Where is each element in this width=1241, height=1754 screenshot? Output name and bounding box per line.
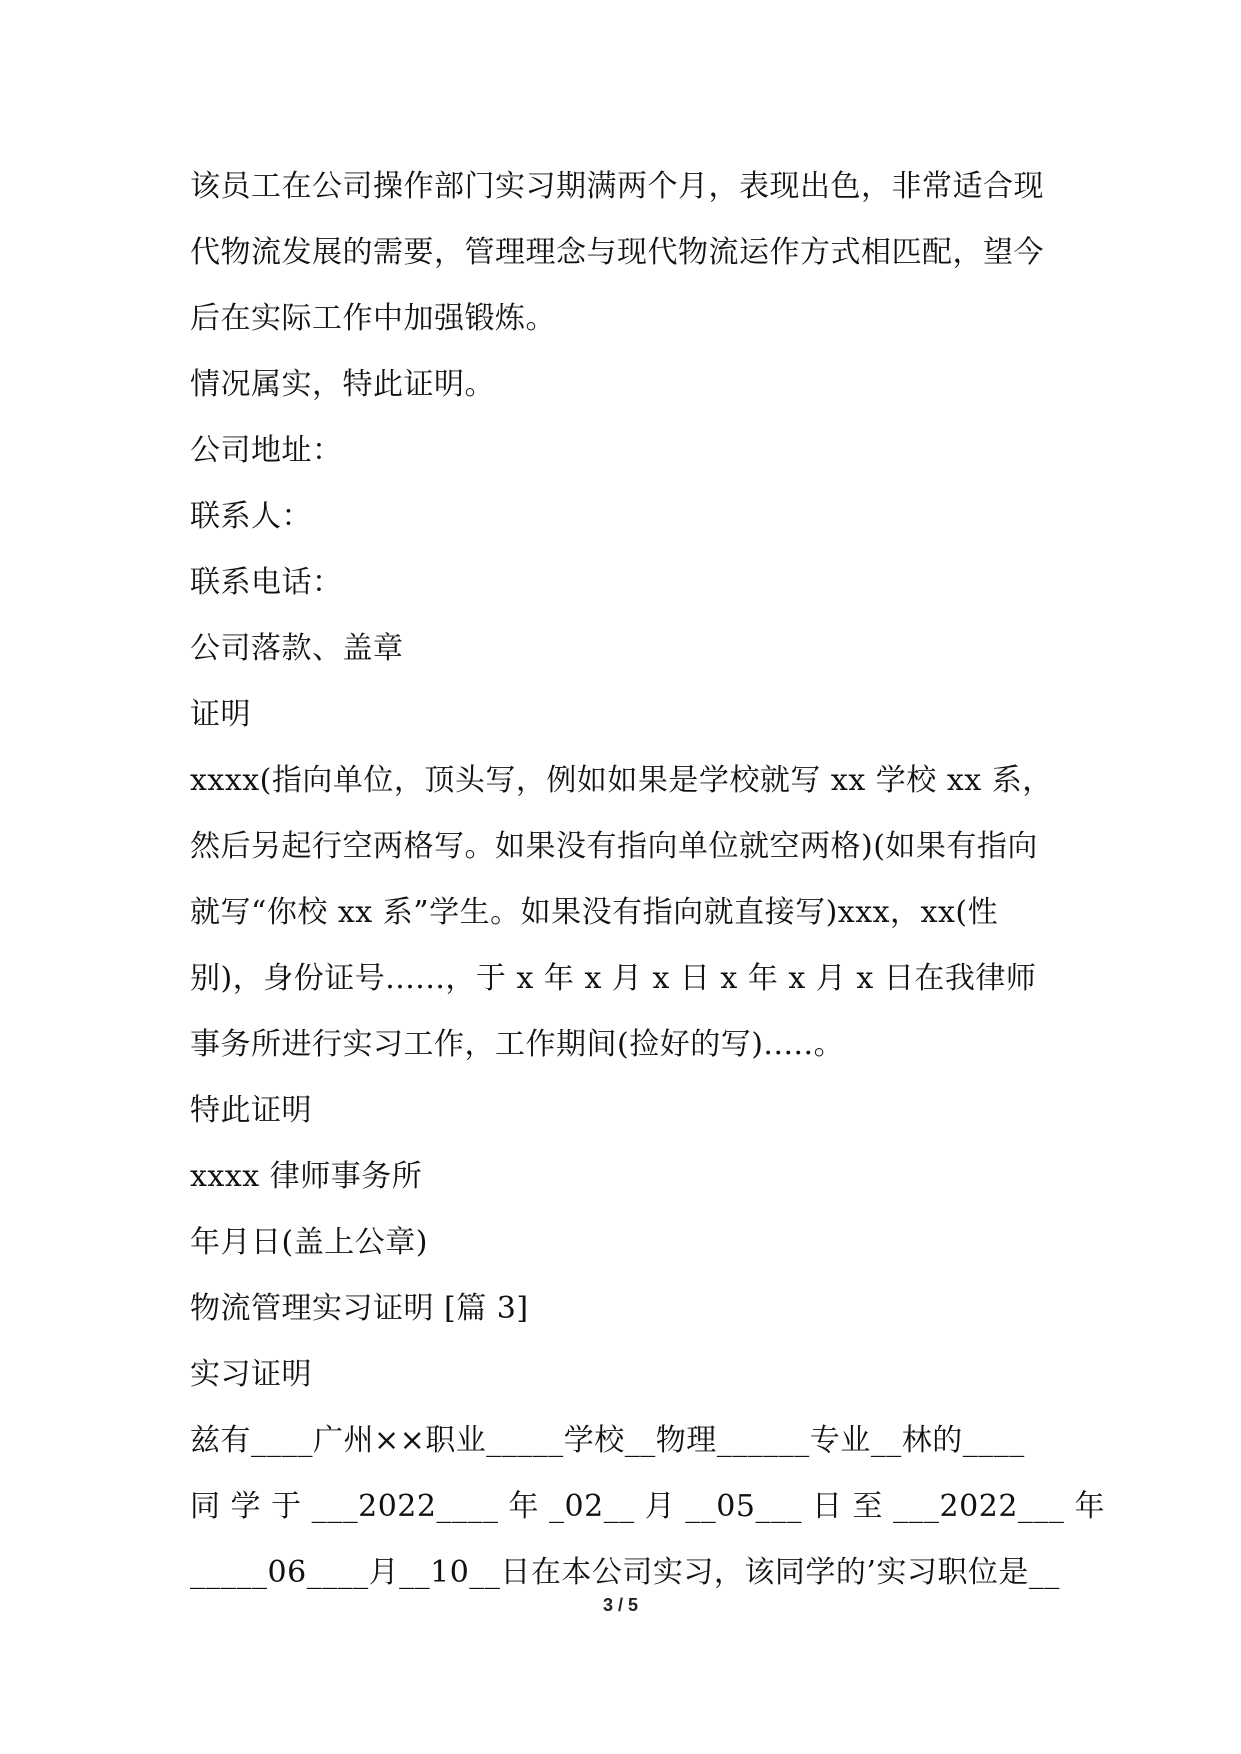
paragraph-line: 联系人： [190,499,312,534]
paragraph-line: 联系电话： [190,565,343,600]
section-heading: 证明 [190,697,251,732]
section-heading: 物流管理实习证明 [篇 3] [190,1291,529,1326]
paragraph-line: 公司落款、盖章 [190,631,404,666]
paragraph-line: 然后另起行空两格写。如果没有指向单位就空两格)(如果有指向 [190,829,1038,864]
paragraph-line: 同 学 于 ___2022____ 年 _02__ 月 __05___ 日 至 ___2022___ 年 [190,1489,1105,1524]
paragraph-line: 就写“你校 xx 系”学生。如果没有指向就直接写)xxx，xx(性 [190,895,999,930]
paragraph-line: 事务所进行实习工作，工作期间(捡好的写).....。 [190,1027,845,1062]
paragraph-line: 该员工在公司操作部门实习期满两个月，表现出色，非常适合现 [190,169,1044,204]
paragraph-line: 后在实际工作中加强锻炼。 [190,301,556,336]
paragraph-line: 别)，身份证号......，于 x 年 x 月 x 日 x 年 x 月 x 日在我律师 [190,961,1037,996]
paragraph-line: 年月日(盖上公章) [190,1225,428,1260]
page-number: 3 / 5 [602,1595,639,1615]
paragraph-line: xxxx 律师事务所 [190,1159,423,1194]
paragraph-line: 情况属实，特此证明。 [190,367,495,402]
paragraph-line: 兹有____广州××职业_____学校__物理______专业__林的____ [190,1423,1025,1458]
document-body [190,154,1105,1606]
paragraph-line: _____06____月__10__日在本公司实习，该同学的’实习职位是__ [190,1555,1060,1590]
paragraph-line: 代物流发展的需要，管理理念与现代物流运作方式相匹配，望今 [190,235,1044,270]
paragraph-line: xxxx(指向单位，顶头写，例如如果是学校就写 xx 学校 xx 系， [190,763,1053,798]
paragraph-line: 特此证明 [190,1093,312,1128]
section-heading: 实习证明 [190,1357,312,1392]
paragraph-line: 公司地址： [190,433,343,468]
